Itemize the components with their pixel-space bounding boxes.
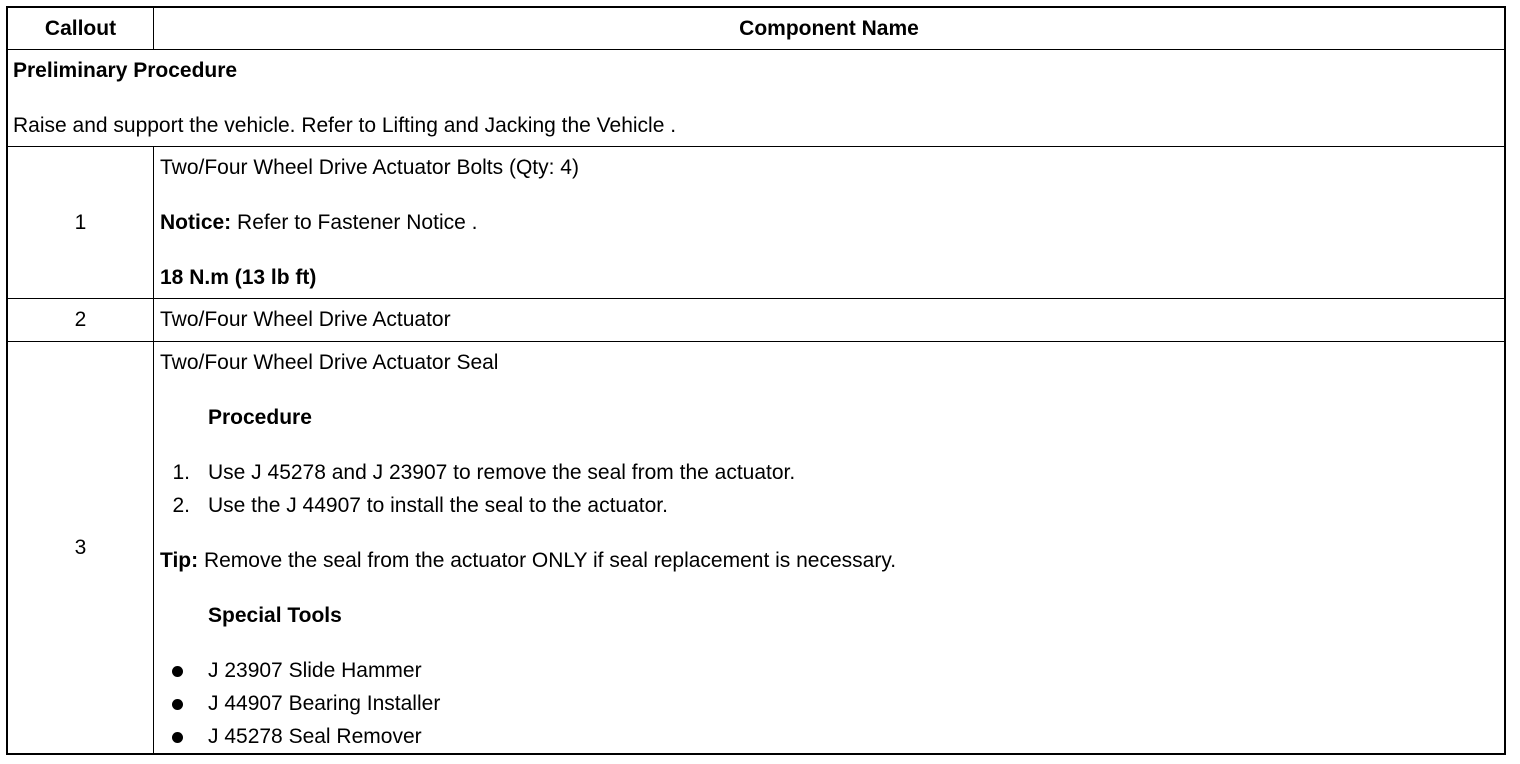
component-name: Two/Four Wheel Drive Actuator Seal [160,351,499,374]
tool-name: J 44907 Bearing Installer [208,692,441,715]
procedure-step [154,461,1154,485]
component-name: Two/Four Wheel Drive Actuator Bolts (Qty: 4) [160,156,579,179]
component-table [6,6,1506,755]
callout-number: 3 [8,342,154,753]
callout-number: 1 [8,147,154,298]
component-cell [154,299,1504,341]
torque-spec: 18 N.m (13 lb ft) [160,266,317,289]
notice-text: Refer to Fastener Notice . [231,211,478,234]
preliminary-text: Raise and support the vehicle. Refer to Lifting and Jacking the Vehicle . [13,114,677,137]
step-text: Use J 45278 and J 23907 to remove the seal from the actuator. [208,461,796,484]
special-tools-title: Special Tools [208,604,342,627]
step-number: 1. [172,461,190,484]
tool-list-item [154,659,754,683]
step-number: 2. [172,494,190,517]
preliminary-title: Preliminary Procedure [13,59,238,82]
tip-label: Tip: [160,549,199,572]
tool-name: J 23907 Slide Hammer [208,659,422,682]
header-component-name: Component Name [739,16,919,40]
tool-list-item [154,725,754,749]
callout-number: 2 [8,299,154,341]
notice-line [160,211,477,235]
notice-label: Notice: [160,211,232,234]
table-row [8,342,1504,753]
component-cell [154,147,1504,298]
tip-text: Remove the seal from the actuator ONLY if seal replacement is necessary. [198,549,897,572]
header-callout: Callout [8,8,154,49]
preliminary-row [8,50,1504,147]
table-header-row [8,8,1504,50]
bullet-icon [172,699,183,710]
step-text: Use the J 44907 to install the seal to the actuator. [208,494,668,517]
bullet-icon [172,666,183,677]
table-row [8,299,1504,342]
table-row [8,147,1504,299]
bullet-icon [172,732,183,743]
component-cell [154,342,1504,753]
tool-list-item [154,692,754,716]
procedure-step [154,494,1154,518]
tool-name: J 45278 Seal Remover [208,725,422,748]
tip-line [160,549,896,573]
procedure-title: Procedure [208,406,312,429]
component-name: Two/Four Wheel Drive Actuator [160,308,451,331]
